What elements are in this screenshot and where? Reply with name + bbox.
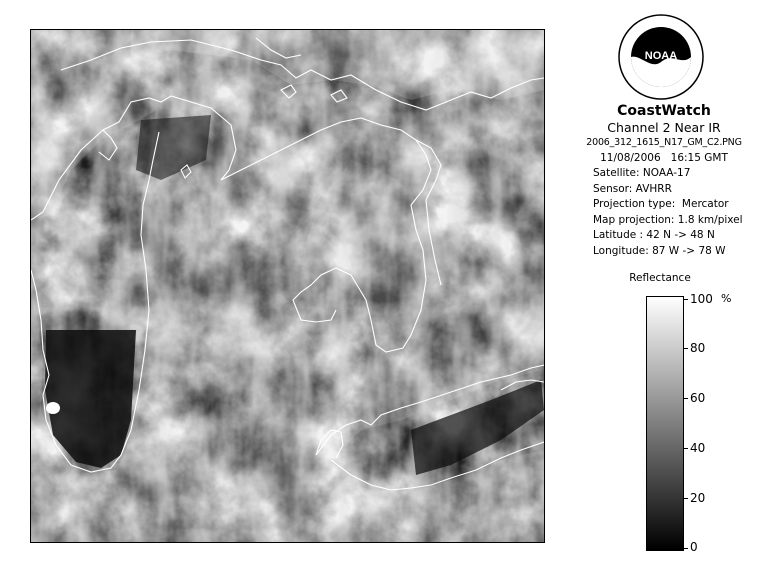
tick-label: 100 [690,292,713,306]
colorbar [646,296,684,551]
product-title: CoastWatch [617,103,711,119]
tick-label: 40 [690,441,706,455]
product-info [566,103,762,259]
noaa-logo-icon [618,14,704,100]
datetime: 11/08/2006 16:15 GMT [600,151,728,164]
tick-mark [683,398,688,399]
sensor: Sensor: AVHRR [593,182,672,195]
tick-mark [683,498,688,499]
tick-label: 20 [690,491,706,505]
map-projection: Map projection: 1.8 km/pixel [593,213,743,226]
projection-type: Projection type: Mercator [593,198,729,210]
tick-mark [683,548,688,549]
satellite-map [31,30,544,542]
satellite: Satellite: NOAA-17 [593,167,691,179]
satellite-image [30,29,545,543]
tick-label: 60 [690,391,706,405]
channel-label: Channel 2 Near IR [607,120,721,135]
colorbar-label: Reflectance [629,272,691,284]
tick-label: 0 [690,540,698,554]
longitude: Longitude: 87 W -> 78 W [593,244,726,257]
tick-mark [683,348,688,349]
logo-text: NOAA [644,50,678,62]
filename: 2006_312_1615_N17_GM_C2.PNG [586,137,742,148]
colorbar-unit: % [721,292,732,305]
tick-mark [683,448,688,449]
bright-patch [46,402,60,414]
tick-label: 80 [690,341,706,355]
tick-mark [683,299,688,300]
latitude: Latitude : 42 N -> 48 N [593,229,715,241]
